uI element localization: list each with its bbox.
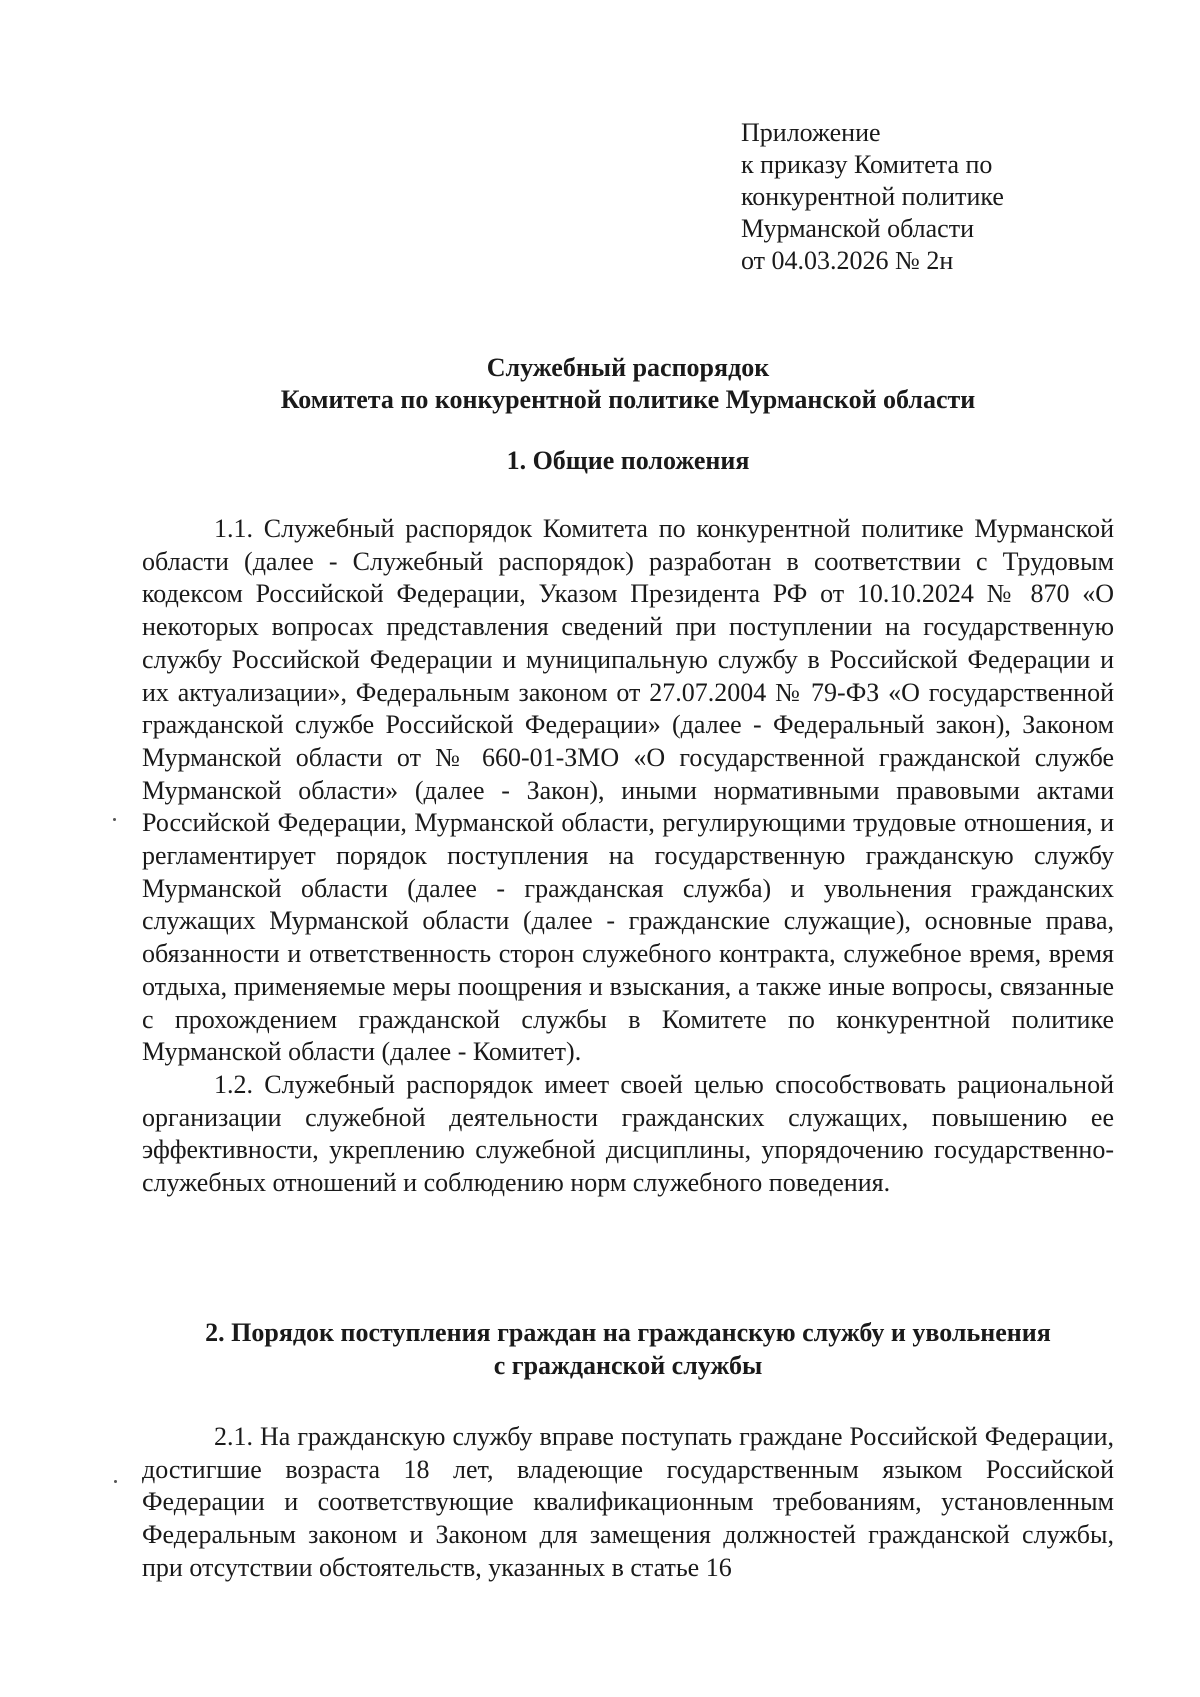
heading-line: 2. Порядок поступления граждан на гражданскую службу и увольнения <box>205 1318 1051 1347</box>
paragraph-1-1: 1.1. Служебный распорядок Комитета по конкурентной политике Мурманской области (далее - Служебный распорядок) разработан в соответствии с Трудовым кодексом Российской Федерации, Указом Президента РФ от 10.10.2024 № 870 «О некоторых вопросах представления сведений при поступлении на государственную службу Российской Федерации и муниципальную службу в Российской Федерации и их актуализации», Федеральным законом от 27.07.2004 № 79-ФЗ «О государственной гражданской службе Российской Федерации» (далее - Федеральный закон), Законом Мурманской области от № 660-01-ЗМО «О государственной гражданской службе Мурманской области» (далее - Закон), иными нормативными правовыми актами Российской Федерации, Мурманской области, регулирующими трудовые отношения, и регламентирует порядок поступления на государственную гражданскую службу Мурманской области (далее - гражданская служба) и увольнения гражданских служащих Мурманской области (далее - гражданские служащие), основные права, обязанности и ответственность сторон служебного контракта, служебное время, время отдыха, применяемые меры поощрения и взыскания, а также иные вопросы, связанные с прохождением гражданской службы в Комитете по конкурентной политике Мурманской области (далее - Комитет). <box>142 514 1114 1067</box>
annex-line: Приложение <box>741 118 881 147</box>
scan-speck <box>113 818 116 821</box>
section-2-heading <box>142 1316 1114 1382</box>
title-line: Комитета по конкурентной политике Мурманской области <box>280 385 976 414</box>
annex-line: конкурентной политике <box>741 182 1004 211</box>
title-line: Служебный распорядок <box>486 353 770 382</box>
section-1-body <box>142 513 1114 1200</box>
heading-line: с гражданской службы <box>493 1351 763 1380</box>
annex-line: к приказу Комитета по <box>741 150 993 179</box>
section-2-body <box>142 1421 1114 1585</box>
section-1-heading: 1. Общие положения <box>506 446 750 475</box>
paragraph-1-2: 1.2. Служебный распорядок имеет своей целью способствовать рациональной организации служебной деятельности гражданских служащих, повышению ее эффективности, укреплению служебной дисциплины, упорядочению государственно-служебных отношений и соблюдению норм служебного поведения. <box>142 1069 1114 1198</box>
scan-speck <box>114 1480 117 1483</box>
annex-date-number: от 04.03.2026 № 2н <box>741 246 954 275</box>
annex-block <box>741 117 1141 277</box>
document-title <box>142 352 1114 416</box>
paragraph-2-1: 2.1. На гражданскую службу вправе поступать граждане Российской Федерации, достигшие возраста 18 лет, владеющие государственным языком Российской Федерации и соответствующие квалификационным требованиям, установленным Федеральным законом и Законом для замещения должностей гражданской службы, при отсутствии обстоятельств, указанных в статье 16 <box>142 1422 1114 1582</box>
annex-line: Мурманской области <box>741 214 974 243</box>
